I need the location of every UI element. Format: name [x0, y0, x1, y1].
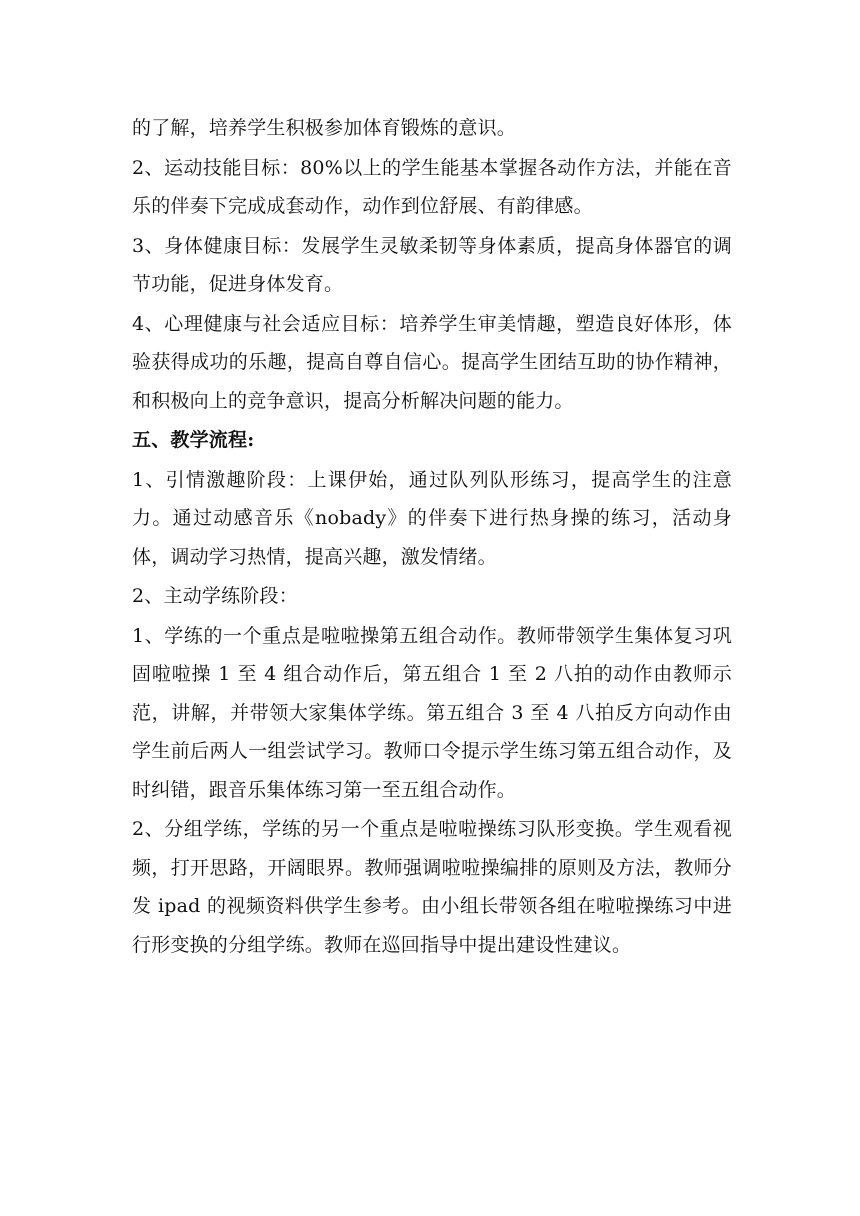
- paragraph-mental-health-goal: 4、心理健康与社会适应目标：培养学生审美情趣，塑造良好体形，体验获得成功的乐趣，提高自尊自信心。提高学生团结互助的协作精神，和积极向上的竞争意识，提高分析解决问题的能力。: [132, 312, 732, 412]
- paragraph-warmup-stage: 1、引情激趣阶段：上课伊始，通过队列队形练习，提高学生的注意力。通过动感音乐《nobady》的伴奏下进行热身操的练习，活动身体，调动学习热情，提高兴趣，激发情绪。: [132, 468, 732, 568]
- paragraph-motor-skill-goal: 2、运动技能目标：80%以上的学生能基本掌握各动作方法，并能在音乐的伴奏下完成成套动作，动作到位舒展、有韵律感。: [132, 156, 732, 217]
- paragraph-active-learning-stage: 2、主动学练阶段：: [132, 585, 298, 607]
- section-heading-teaching-process: 五、教学流程:: [132, 429, 255, 451]
- document-page: [132, 109, 732, 964]
- paragraph-learning-key-point-2: 2、分组学练，学练的另一个重点是啦啦操练习队形变换。学生观看视频，打开思路，开阔眼界。教师强调啦啦操编排的原则及方法，教师分发 ipad 的视频资料供学生参考。由小组长带领各组在啦啦操练习中进行形变换的分组学练。教师在巡回指导中提出建设性建议。: [132, 818, 732, 956]
- paragraph-physical-health-goal: 3、身体健康目标：发展学生灵敏柔韧等身体素质，提高身体器官的调节功能，促进身体发育。: [132, 234, 732, 295]
- paragraph-learning-key-point-1: 1、学练的一个重点是啦啦操第五组合动作。教师带领学生集体复习巩固啦啦操 1 至 4 组合动作后，第五组合 1 至 2 八拍的动作由教师示范，讲解，并带领大家集体学练。第五组合 3 至 4 八拍反方向动作由学生前后两人一组尝试学习。教师口令提示学生练习第五组合动作，及时纠错，跟音乐集体练习第一至五组合动作。: [132, 624, 732, 801]
- paragraph-goal-intro-continued: 的了解，培养学生积极参加体育锻炼的意识。: [132, 117, 517, 139]
